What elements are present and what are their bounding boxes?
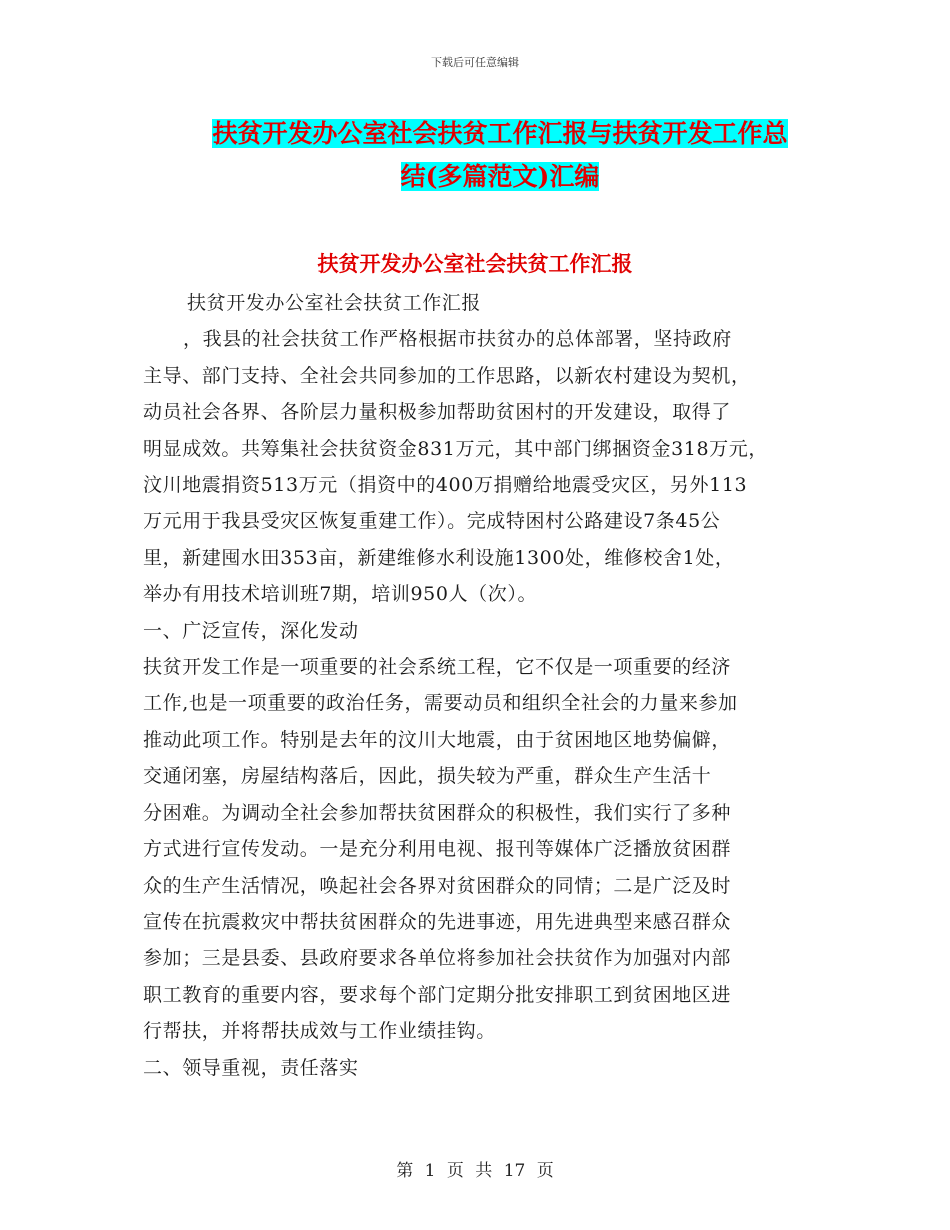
body-text xyxy=(143,285,833,1086)
paragraph-line: 汶川地震捐资513万元（捐资中的400万捐赠给地震受灾区，另外113 xyxy=(143,474,748,497)
paragraph-line: 明显成效。共筹集社会扶贫资金831万元，其中部门绑捆资金318万元， xyxy=(143,437,768,460)
header-note: 下载后可任意编辑 xyxy=(431,56,519,69)
paragraph-line: 工作,也是一项重要的政治任务，需要动员和组织全社会的力量来参加 xyxy=(143,692,738,715)
paragraph-line: 职工教育的重要内容，要求每个部门定期分批安排职工到贫困地区进 xyxy=(143,983,732,1006)
paragraph-line: 万元用于我县受灾区恢复重建工作）。完成特困村公路建设7条45公 xyxy=(143,510,721,533)
paragraph-line: 宣传在抗震救灾中帮扶贫困群众的先进事迹，用先进典型来感召群众 xyxy=(143,910,732,933)
paragraph-line: 众的生产生活情况，唤起社会各界对贫困群众的同情；二是广泛及时 xyxy=(143,874,732,897)
paragraph-line: 扶贫开发工作是一项重要的社会系统工程，它不仅是一项重要的经济 xyxy=(143,656,732,679)
subheading: 一、广泛宣传，深化发动 xyxy=(143,619,359,642)
paragraph-line: 里，新建囤水田353亩，新建维修水利设施1300处，维修校舍1处， xyxy=(143,546,735,569)
paragraph-line: 扶贫开发办公室社会扶贫工作汇报 xyxy=(187,292,482,314)
paragraph-line: 参加；三是县委、县政府要求各单位将参加社会扶贫作为加强对内部 xyxy=(143,947,732,970)
document-title-line-2: 结(多篇范文)汇编 xyxy=(400,162,600,191)
page-number-footer: 第 1 页 共 17 页 xyxy=(396,1161,554,1181)
paragraph-line: 行帮扶，并将帮扶成效与工作业绩挂钩。 xyxy=(143,1020,496,1043)
subheading: 二、领导重视，责任落实 xyxy=(143,1056,359,1079)
paragraph-line: 推动此项工作。特别是去年的汶川大地震，由于贫困地区地势偏僻， xyxy=(143,728,732,751)
document-title-line-1: 扶贫开发办公室社会扶贫工作汇报与扶贫开发工作总 xyxy=(212,119,788,148)
paragraph-line: 主导、部门支持、全社会共同参加的工作思路，以新农村建设为契机， xyxy=(143,364,751,387)
section-title: 扶贫开发办公室社会扶贫工作汇报 xyxy=(317,251,633,276)
paragraph-line: ，我县的社会扶贫工作严格根据市扶贫办的总体部署，坚持政府 xyxy=(183,328,732,351)
paragraph-line: 动员社会各界、各阶层力量积极参加帮助贫困村的开发建设，取得了 xyxy=(143,401,732,424)
paragraph-line: 举办有用技术培训班7期，培训950人（次）。 xyxy=(143,583,538,606)
paragraph-line: 交通闭塞，房屋结构落后，因此，损失较为严重，群众生产生活十 xyxy=(143,765,712,788)
document-title xyxy=(140,112,860,198)
paragraph-line: 分困难。为调动全社会参加帮扶贫困群众的积极性，我们实行了多种 xyxy=(143,801,732,824)
paragraph-line: 方式进行宣传发动。一是充分利用电视、报刊等媒体广泛播放贫困群 xyxy=(143,838,732,861)
